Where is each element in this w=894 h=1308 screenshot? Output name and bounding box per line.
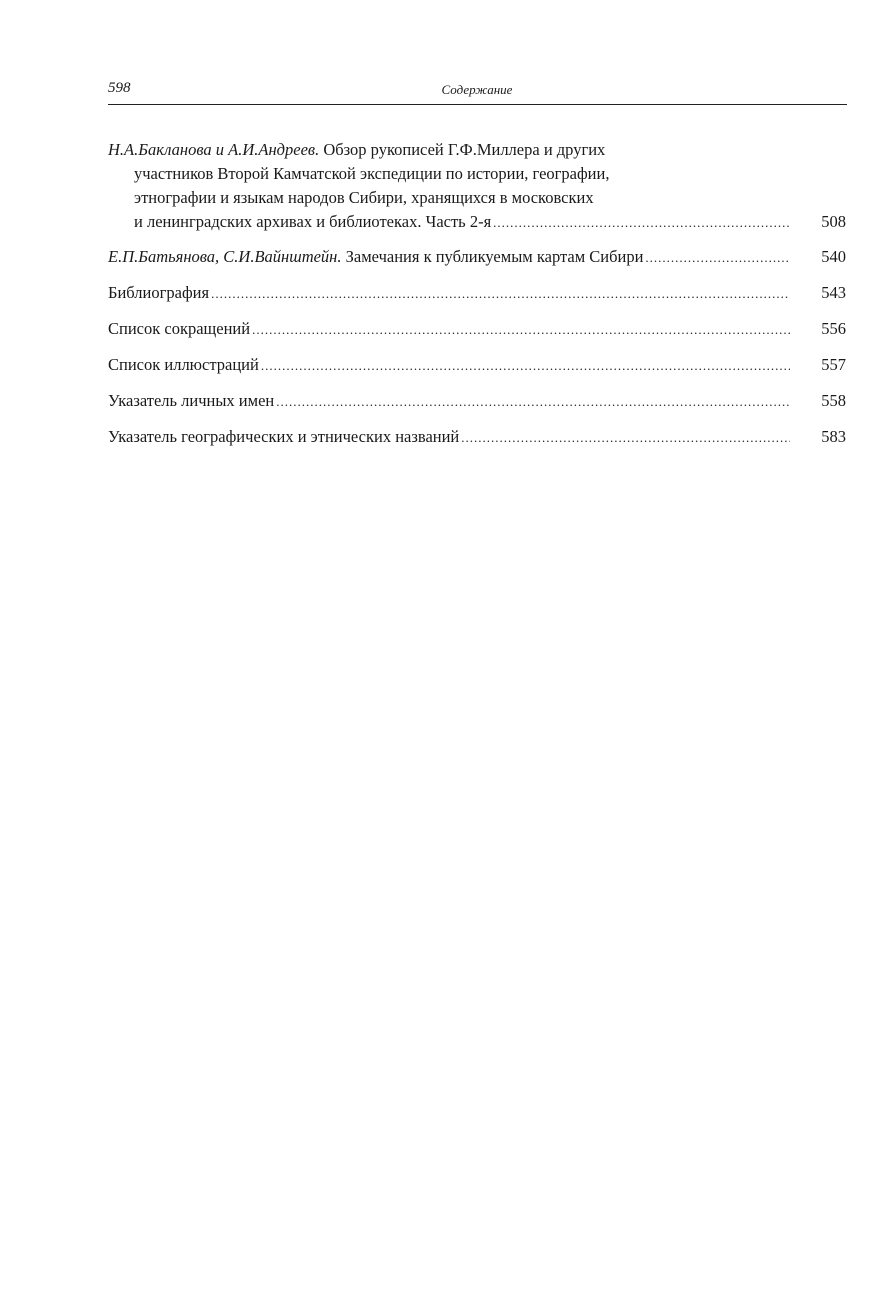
toc-entry-page: 558	[821, 391, 846, 410]
toc-entry-title: Список иллюстраций	[108, 355, 259, 374]
toc-entry-title: Библиография	[108, 283, 210, 302]
toc-entry-title: и ленинградских архивах и библиотеках. Часть 2-я	[134, 212, 492, 231]
toc-entry-title: Указатель географических и этнических названий	[108, 427, 460, 446]
toc-entry	[108, 353, 846, 378]
toc-entry	[108, 389, 846, 414]
dot-leader	[461, 426, 790, 450]
dot-leader	[252, 318, 790, 342]
toc-entry-page: 540	[821, 247, 846, 266]
toc-entry-title: Обзор рукописей Г.Ф.Миллера и других	[319, 140, 606, 159]
toc-entry-title: Список сокращений	[108, 319, 251, 338]
dot-leader	[493, 211, 790, 235]
running-title: Содержание	[441, 82, 513, 97]
toc-entry-line	[108, 425, 846, 450]
toc-entry-line: участников Второй Камчатской экспедиции по истории, географии,	[134, 164, 610, 183]
toc-entry	[108, 138, 846, 235]
toc-entry-title: Замечания к публикуемым картам Сибири	[341, 247, 644, 266]
page-number: 598	[108, 80, 131, 96]
toc-entry-page: 583	[821, 427, 846, 446]
toc-entry-author: Е.П.Батьянова, С.И.Вайнштейн.	[108, 247, 342, 266]
dot-leader	[645, 246, 790, 270]
toc-entry-line	[108, 138, 846, 162]
dot-leader	[276, 390, 790, 414]
toc-entry	[108, 425, 846, 450]
dot-leader	[261, 354, 790, 378]
toc-entry-page: 556	[821, 319, 846, 338]
toc-entry-line	[108, 353, 846, 378]
toc-entry-line	[108, 245, 846, 270]
toc-entry-line	[108, 281, 846, 306]
toc-entry-line	[108, 389, 846, 414]
toc-entry-author: Н.А.Бакланова и А.И.Андреев.	[108, 140, 320, 159]
page-header	[108, 80, 846, 102]
header-rule	[108, 104, 847, 105]
toc-entry-page: 508	[821, 212, 846, 231]
toc-entry-line	[108, 317, 846, 342]
toc-entry	[108, 317, 846, 342]
dot-leader	[211, 282, 790, 306]
toc-entry-line: этнографии и языкам народов Сибири, хранящихся в московских	[134, 188, 594, 207]
toc-entry	[108, 245, 846, 270]
toc-entry	[108, 281, 846, 306]
toc-entry-page: 543	[821, 283, 846, 302]
toc-entry-title: Указатель личных имен	[108, 391, 275, 410]
toc-entry-page: 557	[821, 355, 846, 374]
toc-entry-line	[108, 210, 846, 235]
